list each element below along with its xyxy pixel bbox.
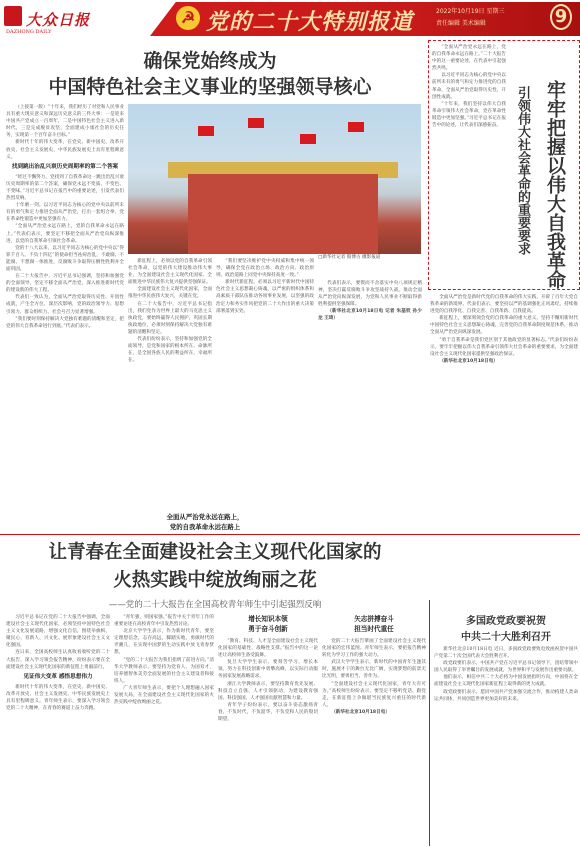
paragraph: 广大青年师生表示，要把个人理想融入国家发展大局，在全面建设社会主义现代化国家的火热实践中绽放绚丽之花。 <box>114 685 214 706</box>
lead-column-4 <box>318 280 422 534</box>
flag-icon <box>198 126 214 136</box>
paragraph: “全面从严治党永远在路上，党的自我革命永远在路上。”二十大报告中的这一重要论述，在代表中引起强烈共鸣。 <box>432 45 506 72</box>
paragraph: 十年磨一剑。以习近平同志为核心的党中央以前所未有的勇气和定力推进全面从严治党，打出一套组合拳，党在革命性锻造中更加坚强有力。 <box>6 203 124 223</box>
party-emblem-icon: ☭ <box>176 6 200 30</box>
commentary-title-line1: 牢牢把握以伟大自我革命 <box>544 80 566 289</box>
paragraph: “我们要时刻保持解决大党独有难题的清醒和坚定，把党的伟大自我革命进行到底。”代表们表示。 <box>6 316 124 329</box>
lead-headline-line2: 中国特色社会主义事业的坚强领导核心 <box>48 76 372 98</box>
box-title-struggle <box>322 614 426 634</box>
box-title-line1: 矢志拼搏奋斗 <box>354 615 394 623</box>
flag-icon <box>348 122 364 132</box>
paragraph: 连日来，全国高校师生认真收看收听党的二十大报告，深入学习领会报告精神，纷纷表示要在全面建设社会主义现代化国家的新征程上勇毅前行。 <box>6 650 110 670</box>
paragraph: 新征程上，要深刻领会党的自我革命的重大意义，坚持不懈用新时代中国特色社会主义思想凝心铸魂，完善党的自我革命制度规范体系，推动全面从严治党向纵深发展。 <box>430 316 578 336</box>
article-source: （新华社北京10月18日电） <box>331 709 390 715</box>
issue-date: 2022年10月19日 星期三 <box>436 8 505 15</box>
lead-photo <box>128 104 421 254</box>
paragraph: 政党政要们表示，愿同中国共产党加强交流合作，推动构建人类命运共同体，共同创造世界更加美好的未来。 <box>434 689 578 702</box>
paragraph: “教育、科技、人才是全面建设社会主义现代化国家的基础性、战略性支撑。”报告中的这一论述让高校师生备受鼓舞。 <box>218 639 318 659</box>
commentary-title-line2: 引领伟大社会革命的重要要求 <box>515 86 530 255</box>
third-headline-line1: 多国政党政要祝贺 <box>466 616 546 627</box>
box-title-growth <box>218 614 318 634</box>
masthead <box>0 0 580 40</box>
pull-quote-line1: 全面从严治党永远在路上， <box>166 513 244 521</box>
section-divider <box>0 534 580 535</box>
paragraph: 代表们一致认为，全面从严治党取得历史性、开创性成就，产生全方位、深层次影响，党的政治领导力、思想引领力、群众组织力、社会号召力显著增强。 <box>6 295 124 315</box>
lead-headline-line1: 确保党始终成为 <box>143 50 277 72</box>
paragraph: “全面建设社会主义现代化国家，青年大有可为。”高校师生纷纷表示，要坚定不移听党话、跟党走，在新征程上争做堪当民族复兴重任的时代新人。 <box>322 681 426 708</box>
paragraph: 新时代新征程，必须以习近平新时代中国特色社会主义思想凝心铸魂，以严密的组织体系和高素质干部队伍推动各项事业发展，以坚强的政治定力和务实作风把党的二十大作出的重大决策部署落到实处。 <box>216 280 314 314</box>
box-title-line1: 增长知识本领 <box>248 615 288 623</box>
pull-quote-line2: 党的自我革命永远在路上 <box>169 523 241 531</box>
paragraph: 青年学子纷纷表示，要以奋斗姿态激扬青春，不负时代，不负韶华，不负党和人民的殷切期望。 <box>218 702 318 723</box>
paragraph: “全面从严治党永远在路上，党的自我革命永远在路上。”代表们表示，要坚定不移把全面从严治党向纵深推进，以党的自我革命引领社会革命。 <box>6 224 124 244</box>
banner-title: 党的二十大特别报道 <box>206 10 414 35</box>
paragraph: 浙江大学教师表示，要坚持教育优先发展、科技自立自强、人才引领驱动，为建设教育强国、科技强国、人才强国贡献智慧和力量。 <box>218 681 318 701</box>
editor-line: 责任编辑 美术编辑 <box>436 20 486 27</box>
second-subtitle: ——党的二十大报告在全国高校青年师生中引起强烈反响 <box>108 600 322 610</box>
second-column-2 <box>114 614 214 844</box>
paragraph: 代表们表示，要锲而不舍落实中央八项规定精神，坚决打赢反腐败斗争攻坚战持久战，推动全面从严治党向纵深发展，为党和人民事业不断取得新胜利提供坚强保障。 <box>318 281 422 308</box>
paragraph: 复旦大学学生表示，要刻苦学习、增长本领，努力在科技创新中勇攀高峰，以实际行动服务国家发展战略需求。 <box>218 660 318 680</box>
paragraph: “党的二十大报告为我们指明了前进方向。”清华大学教师表示，要坚持为党育人、为国育才，培养德智体美劳全面发展的社会主义建设者和接班人。 <box>114 657 214 684</box>
lead-column-1 <box>6 104 124 534</box>
paper-subtitle: DAZHONG DAILY <box>6 29 52 35</box>
paragraph: 北京大学学生表示，作为新时代青年，要坚定理想信念，志存高远，脚踏实地，勇做时代的弄潮儿，在实现中国梦的生动实践中放飞青春梦想。 <box>114 629 214 656</box>
article-source: （新华社北京10月18日电） <box>439 358 498 364</box>
paragraph: 党的二十大报告擘画了全面建设社会主义现代化国家的宏伟蓝图。青年师生表示，要把报告精神转化为学习工作的强大动力。 <box>322 639 426 659</box>
paragraph: 在二十大报告中，习近平总书记指出，我们党作为世界上最大的马克思主义执政党，要始终赢得人民拥护、巩固长期执政地位，必须时刻保持解决大党独有难题的清醒和坚定。 <box>128 301 212 335</box>
newspaper-logo-icon <box>4 6 22 26</box>
paragraph: “青年强，则国家强。”报告中关于青年工作的重要论述在高校青年中引发热烈讨论。 <box>114 615 214 628</box>
paragraph: 武汉大学学生表示，新时代的中国青年生逢其时，施展才干的舞台无比广阔，实现梦想的前景无比光明，要勇担当、善作为。 <box>322 660 426 680</box>
pull-quote <box>142 512 268 532</box>
column-divider <box>429 600 430 846</box>
article-source: （新华社北京10月18日电 记者 朱基钗 孙少龙 王琦） <box>318 309 422 322</box>
paragraph: 代表们纷纷表示，坚持和加强党的全面领导，是党和国家的根本所在、命脉所在，是全国各族人民的利益所在、幸福所在。 <box>128 337 212 364</box>
box-title-line2: 担当时代重任 <box>354 625 394 633</box>
flag-icon <box>248 118 264 128</box>
third-headline-line2: 中共二十大胜利召开 <box>461 632 551 643</box>
commentary-body <box>430 294 578 594</box>
second-column-1 <box>6 614 110 844</box>
paragraph: “勇于自我革命是我们党区别于其他政党的显著标志。”代表们纷纷表示，要牢牢把握以伟大自我革命引领伟大社会革命的重要要求，为全面建设社会主义现代化国家提供坚强政治保证。 <box>430 337 578 357</box>
commentary-text <box>432 44 506 284</box>
paragraph: 全面建设社会主义现代化国家，全面推进中华民族伟大复兴，关键在党。 <box>128 287 212 300</box>
paragraph: 新时代十年的伟大变革，在党史、新中国史、改革开放史、社会主义发展史、中华民族发展史上具有里程碑意义。 <box>6 140 124 160</box>
flag-icon <box>300 134 316 144</box>
second-column-3 <box>218 638 318 844</box>
paper-name: 大众日报 <box>26 11 91 29</box>
paragraph: 新时代十年的伟大变革，在党史、新中国史、改革开放史、社会主义发展史、中华民族发展史上具有里程碑意义。青年师生表示，要深入学习领会党的二十大精神，在青春的赛道上奋力奔跑。 <box>6 684 110 712</box>
photo-caption: □新华社记者 殷博古 摄影报道 <box>318 255 381 260</box>
page-number: 9 <box>550 4 572 30</box>
third-article-body <box>434 646 578 844</box>
paragraph: 政党政要们表示，中国共产党在习近平总书记领导下，团结带领中国人民取得了举世瞩目的发展成就，为世界和平与发展作出重要贡献。 <box>434 661 578 674</box>
paragraph: 习近平总书记在党的二十大报告中强调，全面建设社会主义现代化国家，必须坚持中国特色社会主义文化发展道路，增强文化自信，围绕举旗帜、聚民心、育新人、兴文化、展形象建设社会主义文化强国。 <box>6 615 110 649</box>
paragraph: “经过不懈努力，党找到了自我革命这一跳出治乱兴衰历史周期率的第二个答案，确保党永远不变质、不变色、不变味。”习近平总书记在报告中的重要论述，引发代表们热烈反响。 <box>6 174 124 202</box>
paragraph: 全面从严治党是新时代党的自我革命的伟大实践，开辟了百年大党自我革命的新境界。代表们表示，要坚持以严的基调强化正风肃纪，持续推进党的自我净化、自我完善、自我革新、自我提高。 <box>430 295 578 315</box>
box-title-line2: 勇于奋斗创新 <box>248 625 288 633</box>
paragraph: 党的十八大以来，以习近平同志为核心的党中央以“得罪千百人、不负十四亿”的使命担当祛疴治乱，不敢腐、不能腐、不想腐一体推进，反腐败斗争取得压倒性胜利并全面巩固。 <box>6 245 124 272</box>
second-headline-line1: 让青春在全面建设社会主义现代化国家的 <box>48 542 382 563</box>
paragraph: 在二十大报告中，习近平总书记强调，坚持和加强党的全面领导，坚定不移全面从严治党，深入推进新时代党的建设新的伟大工程。 <box>6 274 124 294</box>
section-subhead: 见证伟大变革 感悟思想伟力 <box>23 673 93 680</box>
paragraph: 他们表示，相信中共二十大必将为中国发展指明方向，中国将在全面建设社会主义现代化国家新征程上取得新的更大成就。 <box>434 675 578 688</box>
second-headline-line2: 火热实践中绽放绚丽之花 <box>113 570 317 591</box>
second-column-4 <box>322 638 426 844</box>
paragraph: 新华社北京10月18日电 近日，多国政党政要致电致函祝贺中国共产党第二十次全国代表大会胜利召开。 <box>434 647 578 660</box>
paragraph: （上接第一版）“十年来，我们经历了对党和人民事业具有重大现实意义和深远历史意义的三件大事：一是迎来中国共产党成立一百周年，二是中国特色社会主义进入新时代，三是完成脱贫攻坚、全面建成小康社会的历史任务，实现第一个百年奋斗目标。” <box>6 105 124 139</box>
section-subhead: 找到跳出治乱兴衰历史周期率的第二个答案 <box>11 163 119 170</box>
lead-column-2 <box>128 258 212 510</box>
paragraph: “十年来，我们坚持以伟大自我革命引领伟大社会革命，党在革命性锻造中更加坚强。”习近平总书记在报告中的论述，让代表们深感振奋。 <box>432 101 506 129</box>
paragraph: 以习近平同志为核心的党中央以前所未有的勇气和定力推进党的自我革命，全面从严治党取得历史性、开创性成就。 <box>432 73 506 100</box>
photo-building <box>188 174 378 254</box>
paragraph: “我们要坚决维护党中央权威和集中统一领导，确保全党在政治立场、政治方向、政治原则、政治道路上同党中央保持高度一致。” <box>216 259 314 279</box>
lead-column-3 <box>216 258 314 510</box>
paragraph: 新征程上，必须以党的自我革命引领社会革命，以党的伟大建设推动伟大事业，为全面建设社会主义现代化国家、全面推进中华民族伟大复兴提供坚强保证。 <box>128 259 212 286</box>
